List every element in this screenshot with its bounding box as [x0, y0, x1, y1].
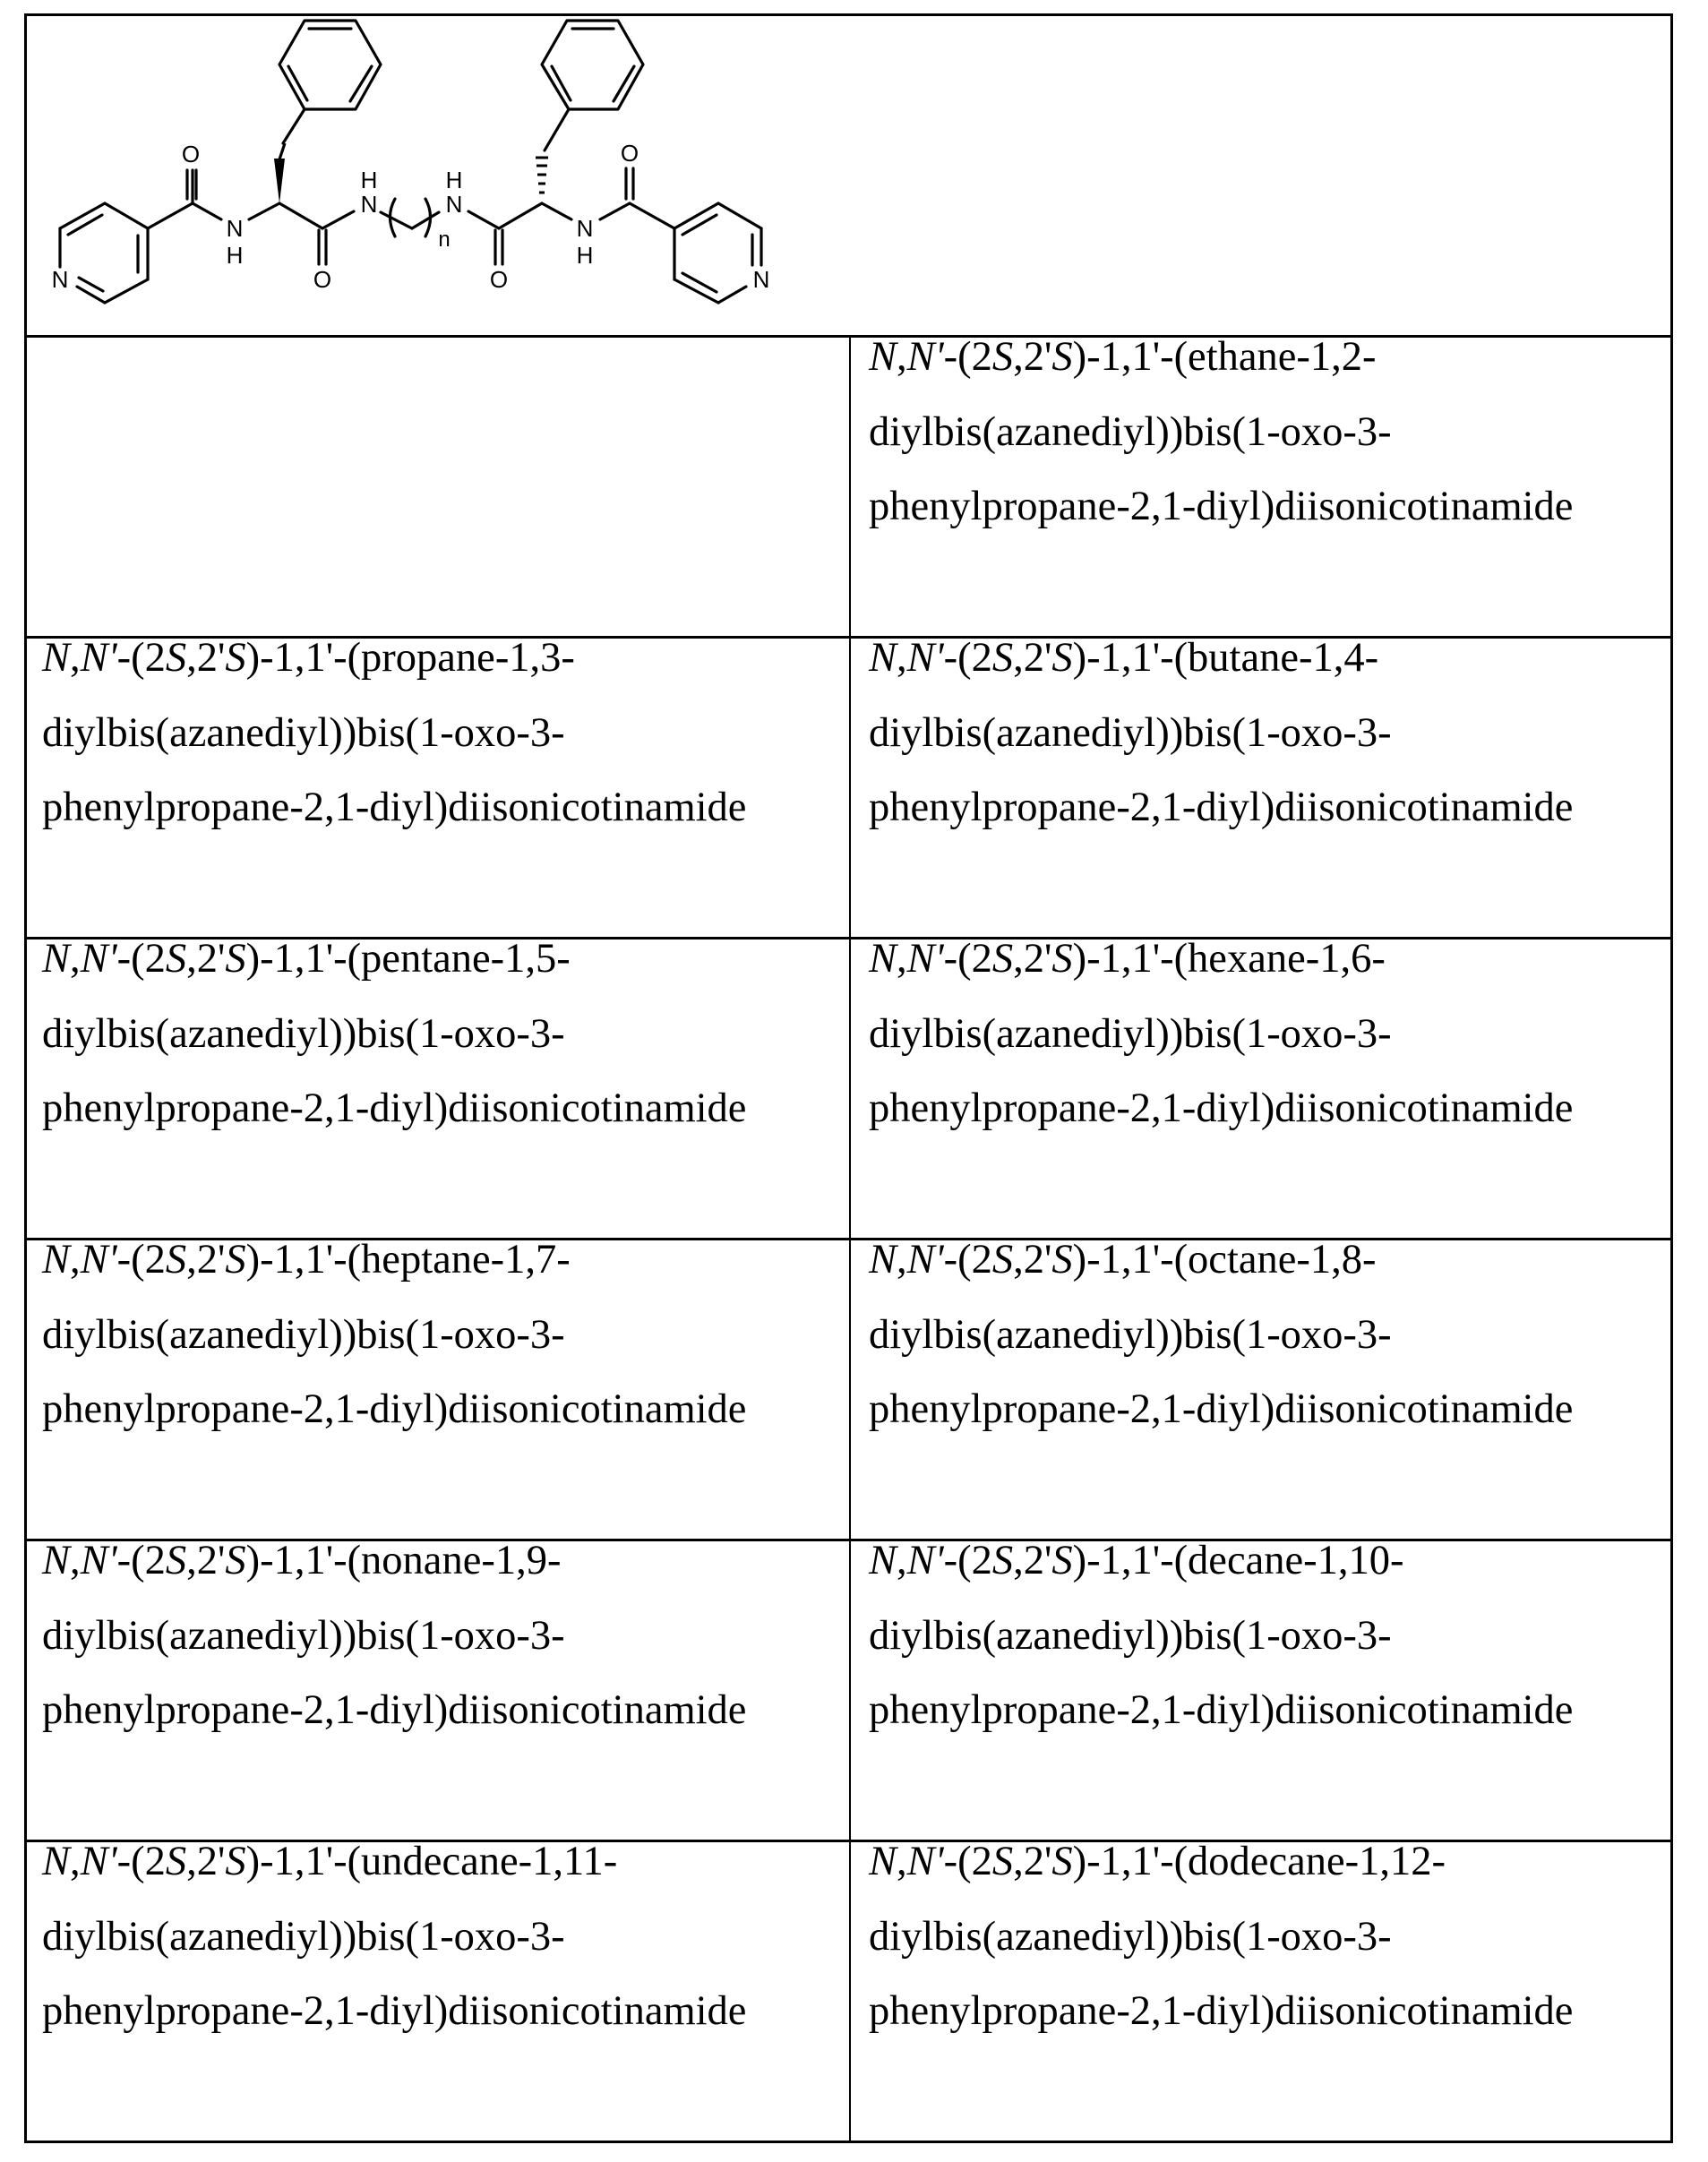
- table-cell: [27, 1237, 851, 1539]
- nh-n-label: N: [576, 215, 594, 242]
- table-cell: [27, 1839, 851, 2143]
- table-cell: [27, 635, 851, 937]
- chemical-structure-diagram: [27, 16, 1670, 335]
- compound-name: N,N'-(2S,2'S)-1,1'-(hexane-1,6- diylbis(azanediyl))bis(1-oxo-3- phenylpropane-2,1-diyl)diisonicotinamide: [869, 936, 1574, 1131]
- table-cell: [851, 1237, 1670, 1539]
- compound-name: N,N'-(2S,2'S)-1,1'-(propane-1,3- diylbis(azanediyl))bis(1-oxo-3- phenylpropane-2,1-diyl)diisonicotinamide: [42, 635, 747, 830]
- nh-n-label: N: [360, 191, 378, 218]
- pyridine-n-left-label: N: [51, 266, 69, 293]
- nh-h-label: H: [445, 167, 463, 193]
- table-row: [27, 1839, 1670, 2143]
- table-row: [27, 334, 1670, 639]
- nh-n-label: N: [445, 191, 463, 218]
- compound-name: N,N'-(2S,2'S)-1,1'-(butane-1,4- diylbis(azanediyl))bis(1-oxo-3- phenylpropane-2,1-diyl)diisonicotinamide: [869, 635, 1574, 830]
- table-cell: [27, 1538, 851, 1840]
- structure-header-cell: [27, 16, 1670, 338]
- table-row: [27, 936, 1670, 1240]
- compound-name: N,N'-(2S,2'S)-1,1'-(nonane-1,9- diylbis(azanediyl))bis(1-oxo-3- phenylpropane-2,1-diyl)diisonicotinamide: [42, 1538, 747, 1733]
- compound-name: N,N'-(2S,2'S)-1,1'-(octane-1,8- diylbis(azanediyl))bis(1-oxo-3- phenylpropane-2,1-diyl)diisonicotinamide: [869, 1237, 1574, 1432]
- repeat-subscript-n: n: [438, 227, 451, 252]
- compound-table: [24, 13, 1673, 2143]
- table-cell: [851, 1538, 1670, 1840]
- compound-name: N,N'-(2S,2'S)-1,1'-(undecane-1,11- diylbis(azanediyl))bis(1-oxo-3- phenylpropane-2,1-diyl)diisonicotinamide: [42, 1839, 747, 2034]
- table-row: [27, 1538, 1670, 1842]
- table-cell: [27, 936, 851, 1238]
- nh-h-label: H: [576, 242, 594, 269]
- compound-name: N,N'-(2S,2'S)-1,1'-(pentane-1,5- diylbis(azanediyl))bis(1-oxo-3- phenylpropane-2,1-diyl)diisonicotinamide: [42, 936, 747, 1131]
- nh-h-label: H: [226, 242, 244, 269]
- table-cell: [851, 936, 1670, 1238]
- compound-name: N,N'-(2S,2'S)-1,1'-(dodecane-1,12- diylbis(azanediyl))bis(1-oxo-3- phenylpropane-2,1-diyl)diisonicotinamide: [869, 1839, 1574, 2034]
- table-row: [27, 1237, 1670, 1541]
- nh-n-label: N: [226, 215, 244, 242]
- pyridine-n-right-label: N: [752, 266, 770, 293]
- carbonyl-o-label: O: [620, 140, 639, 167]
- compound-name: N,N'-(2S,2'S)-1,1'-(ethane-1,2- diylbis(azanediyl))bis(1-oxo-3- phenylpropane-2,1-diyl)diisonicotinamide: [869, 334, 1574, 529]
- table-cell: [851, 1839, 1670, 2143]
- solid-wedge-bond: [274, 159, 285, 203]
- carbonyl-o-label: O: [489, 266, 509, 293]
- table-row: [27, 635, 1670, 939]
- carbonyl-o-label: O: [181, 141, 201, 167]
- table-cell-empty: [27, 338, 851, 636]
- carbonyl-o-label: O: [313, 266, 332, 293]
- compound-name: N,N'-(2S,2'S)-1,1'-(decane-1,10- diylbis(azanediyl))bis(1-oxo-3- phenylpropane-2,1-diyl)diisonicotinamide: [869, 1538, 1574, 1733]
- compound-name: N,N'-(2S,2'S)-1,1'-(heptane-1,7- diylbis(azanediyl))bis(1-oxo-3- phenylpropane-2,1-diyl)diisonicotinamide: [42, 1237, 747, 1432]
- table-cell: [851, 334, 1670, 636]
- table-cell: [851, 635, 1670, 937]
- nh-h-label: H: [360, 167, 378, 193]
